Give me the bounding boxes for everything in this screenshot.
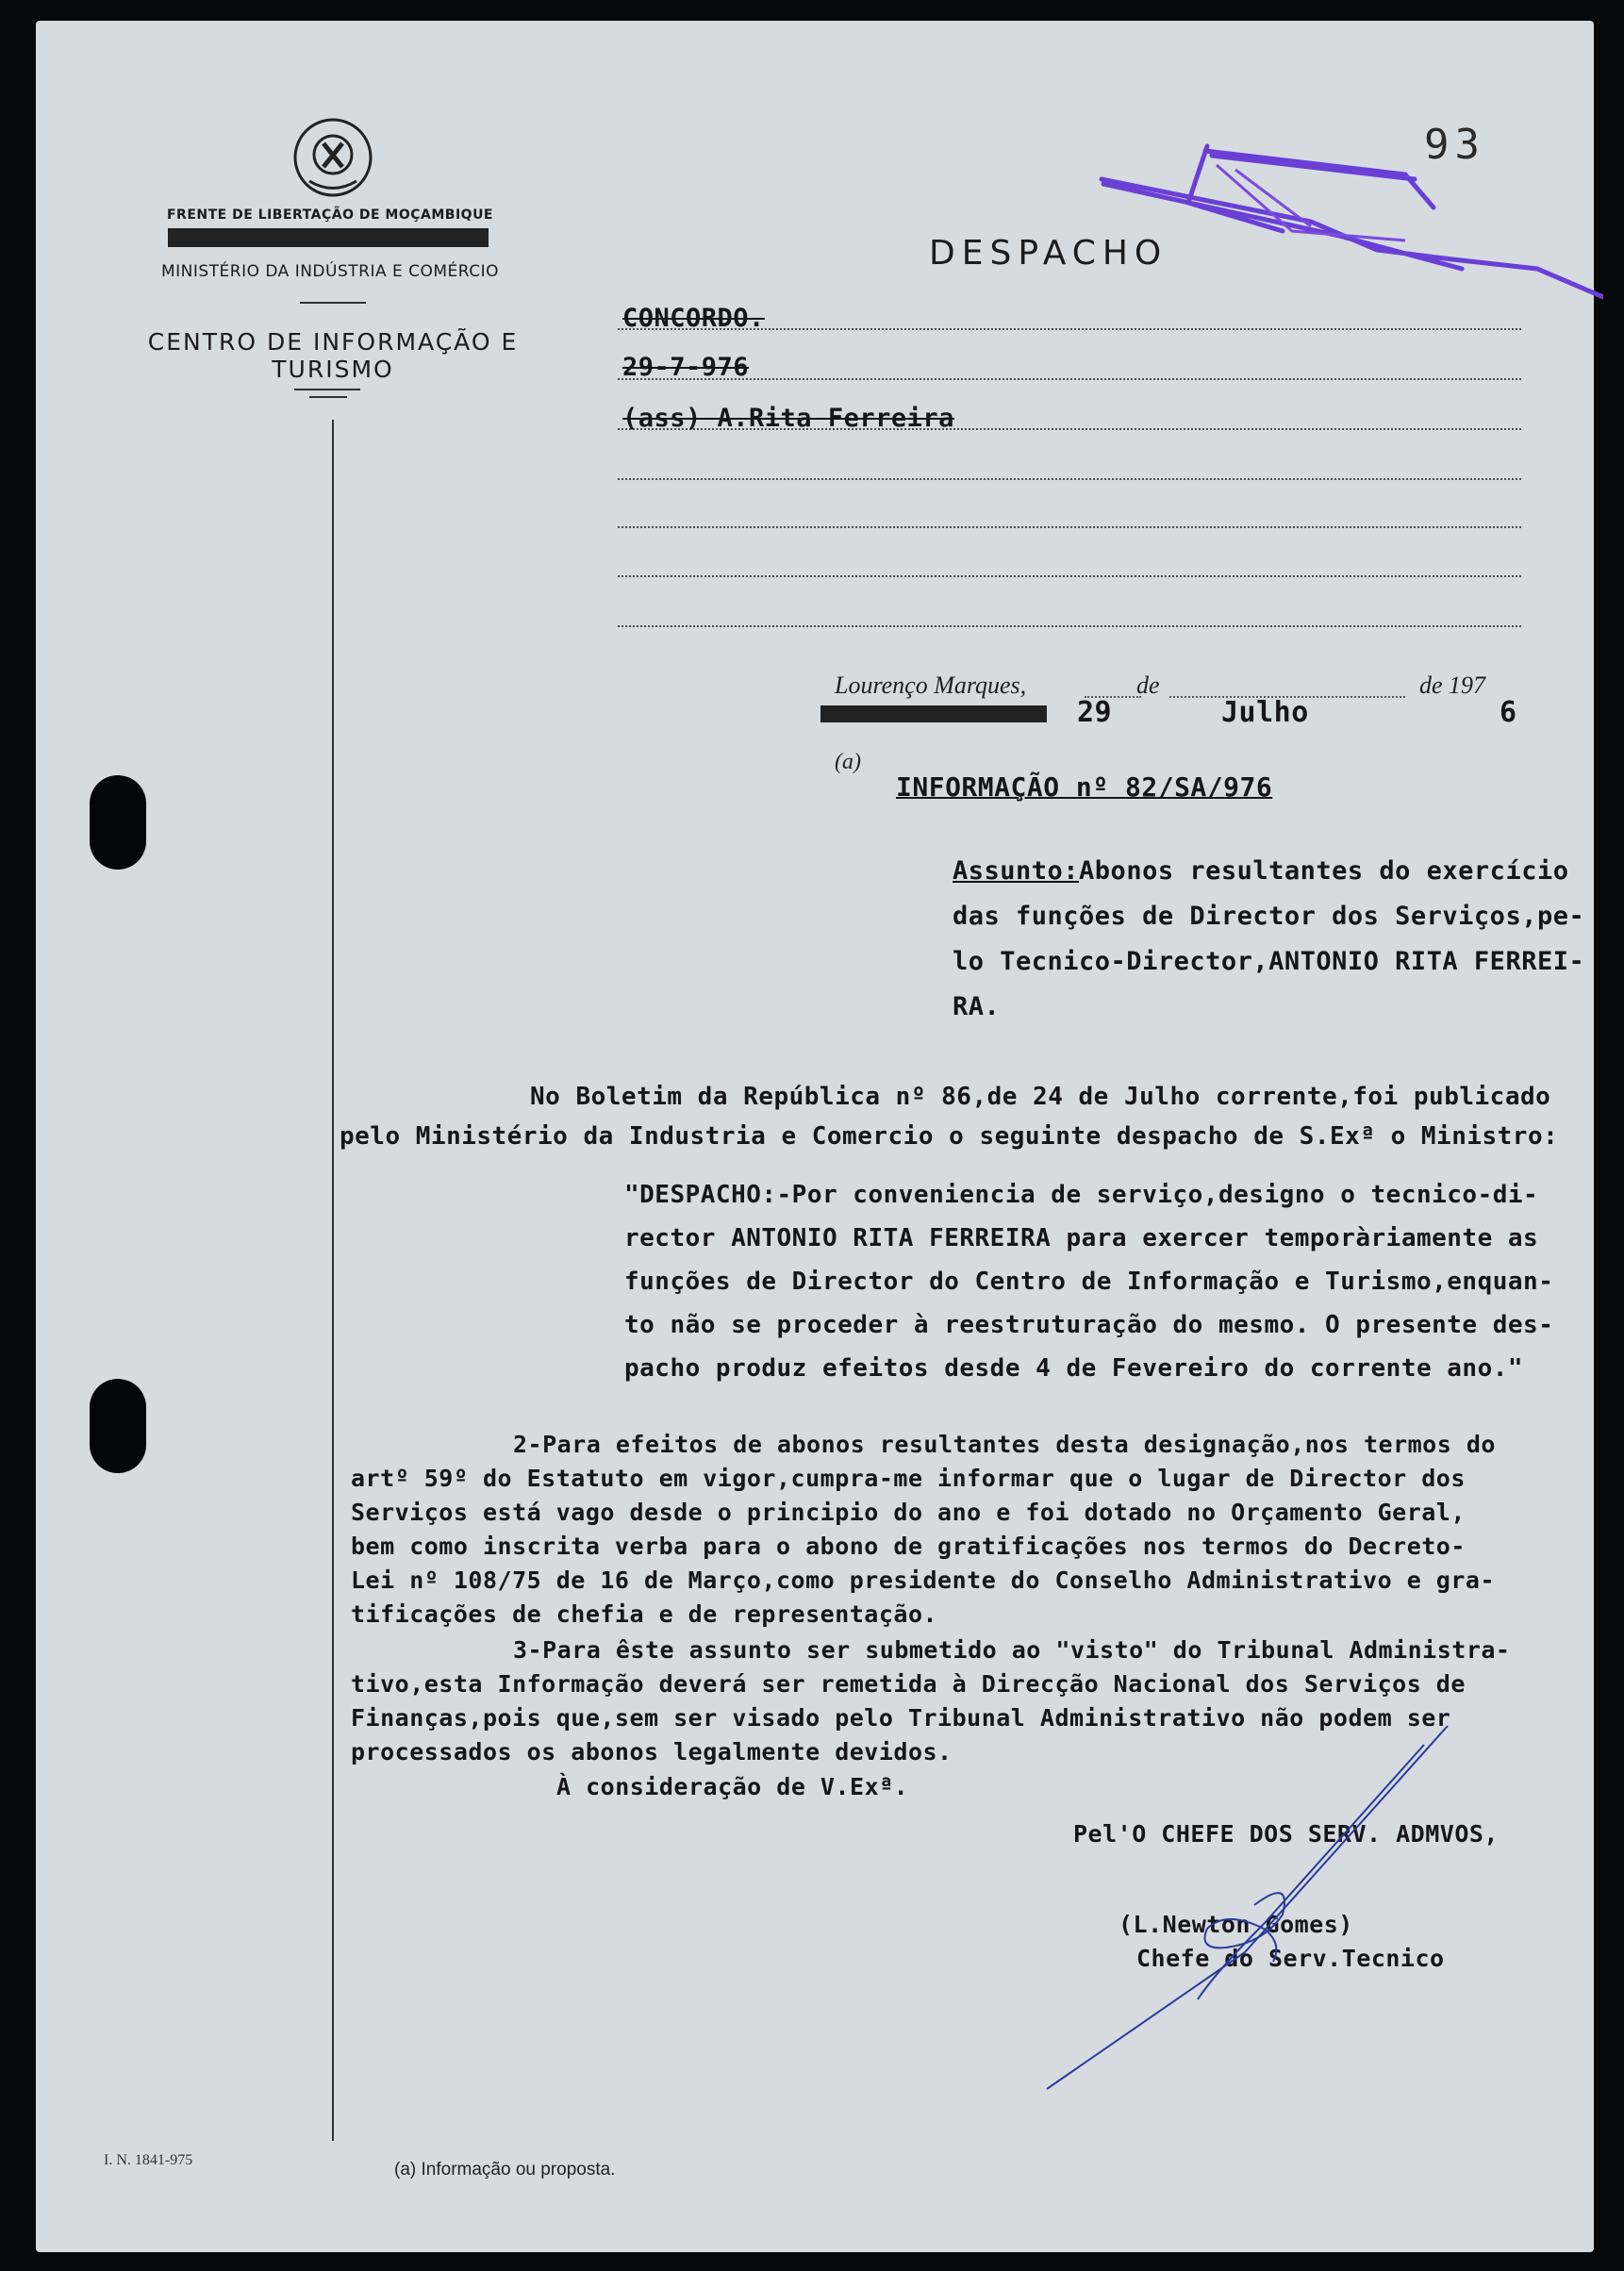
purple-stamp-scribble: [1094, 137, 1603, 307]
despacho-dotted-line-2: [618, 378, 1521, 380]
redaction-bar: [168, 228, 489, 247]
despacho-dotted-line-5: [618, 526, 1521, 528]
paragraph-1-line-1: No Boletim da República nº 86,de 24 de Julho corrente,foi publicado: [530, 1083, 1551, 1111]
despacho-dotted-line-6: [618, 575, 1521, 577]
paragraph-2-line-5: Lei nº 108/75 de 16 de Março,como presidente do Conselho Administrativo e gra-: [351, 1566, 1495, 1594]
page-number: 93: [1424, 121, 1485, 169]
paragraph-2-line-2: artº 59º do Estatuto em vigor,cumpra-me informar que o lugar de Director dos: [351, 1465, 1466, 1492]
signature-title: Chefe do Serv.Tecnico: [1136, 1945, 1445, 1972]
body-paragraph-2: [351, 1428, 1496, 1632]
informacao-title: INFORMAÇÃO nº 82/SA/976: [896, 771, 1273, 803]
organisation-name: FRENTE DE LIBERTAÇÃO DE MOÇAMBIQUE: [166, 207, 493, 223]
assunto-block: [953, 849, 1584, 1030]
signature-on-behalf: Pel'O CHEFE DOS SERV. ADMVOS,: [1073, 1820, 1499, 1848]
paragraph-3-line-4: processados os abonos legalmente devidos.: [351, 1738, 953, 1765]
date-month: Julho: [1221, 696, 1309, 729]
department-rule-1: [294, 389, 360, 390]
despacho-dotted-line-7: [618, 625, 1521, 627]
department-rule-2: [309, 396, 347, 398]
date-place-redaction: [820, 705, 1047, 722]
form-title: DESPACHO: [929, 234, 1168, 273]
despacho-line-1: CONCORDO.: [622, 304, 765, 333]
paragraph-1-line-2: pelo Ministério da Industria e Comercio o seguinte despacho de S.Exª o Ministro:: [340, 1122, 1559, 1151]
closing-line: À consideração de V.Exª.: [556, 1773, 909, 1800]
quote-line-1: "DESPACHO:-Por conveniencia de serviço,designo o tecnico-di-: [624, 1181, 1539, 1209]
paragraph-3-line-1: 3-Para êste assunto ser submetido ao "visto" do Tribunal Administra-: [513, 1636, 1511, 1664]
paragraph-2-line-1: 2-Para efeitos de abonos resultantes desta designação,nos termos do: [513, 1431, 1496, 1458]
assunto-line-4: RA.: [953, 992, 1001, 1021]
paragraph-2-line-6: tificações de chefia e de representação.: [351, 1600, 938, 1628]
form-code: I. N. 1841-975: [104, 2152, 193, 2168]
punch-hole-top: [90, 775, 146, 870]
quote-line-3: funções de Director do Centro de Informação e Turismo,enquan-: [624, 1268, 1554, 1296]
header-rule: [300, 302, 366, 304]
paragraph-3-line-2: tivo,esta Informação deverá ser remetida à Direcção Nacional dos Serviços de: [351, 1670, 1466, 1698]
quoted-despacho: [624, 1173, 1553, 1390]
left-margin-line: [332, 420, 334, 2141]
body-paragraph-1: [340, 1077, 1558, 1156]
paragraph-2-line-3: Serviços está vago desde o principio do ano e foi dotado no Orçamento Geral,: [351, 1499, 1466, 1526]
footnote-marker: (a): [835, 750, 861, 774]
footer-footnote: (a) Informação ou proposta.: [394, 2160, 616, 2180]
department-name: CENTRO DE INFORMAÇÃO E TURISMO: [147, 328, 519, 383]
despacho-dotted-line-4: [618, 478, 1521, 480]
despacho-line-2: 29-7-976: [622, 353, 750, 382]
paragraph-2-line-4: bem como inscrita verba para o abono de gratificações nos termos do Decreto-: [351, 1533, 1466, 1560]
quote-line-4: to não se proceder à reestruturação do mesmo. O presente des-: [624, 1311, 1554, 1339]
quote-line-2: rector ANTONIO RITA FERREIRA para exercer temporàriamente as: [624, 1224, 1539, 1252]
ministry-name: MINISTÉRIO DA INDÚSTRIA E COMÉRCIO: [160, 262, 500, 281]
coat-of-arms-emblem: [290, 115, 375, 200]
date-de-2: de 197: [1419, 671, 1486, 699]
date-de-1: de: [1136, 671, 1160, 699]
assunto-line-2: das funções de Director dos Serviços,pe-: [953, 902, 1585, 931]
signature-name: (L.Newton Gomes): [1119, 1911, 1353, 1938]
punch-hole-bottom: [90, 1379, 146, 1473]
date-day: 29: [1077, 696, 1113, 729]
date-year-digit: 6: [1500, 696, 1517, 729]
paragraph-3-line-3: Finanças,pois que,sem ser visado pelo Tribunal Administrativo não podem ser: [351, 1704, 1451, 1732]
quote-line-5: pacho produz efeitos desde 4 de Fevereiro do corrente ano.": [624, 1354, 1524, 1383]
assunto-label: Assunto:: [953, 856, 1080, 886]
assunto-line-1: Abonos resultantes do exercício: [1079, 856, 1569, 886]
date-place-printed: Lourenço Marques,: [835, 671, 1027, 699]
assunto-line-3: lo Tecnico-Director,ANTONIO RITA FERREI-: [953, 947, 1585, 976]
handwritten-signature: [1037, 1716, 1471, 2094]
despacho-line-3: (ass) A.Rita Ferreira: [622, 404, 954, 433]
